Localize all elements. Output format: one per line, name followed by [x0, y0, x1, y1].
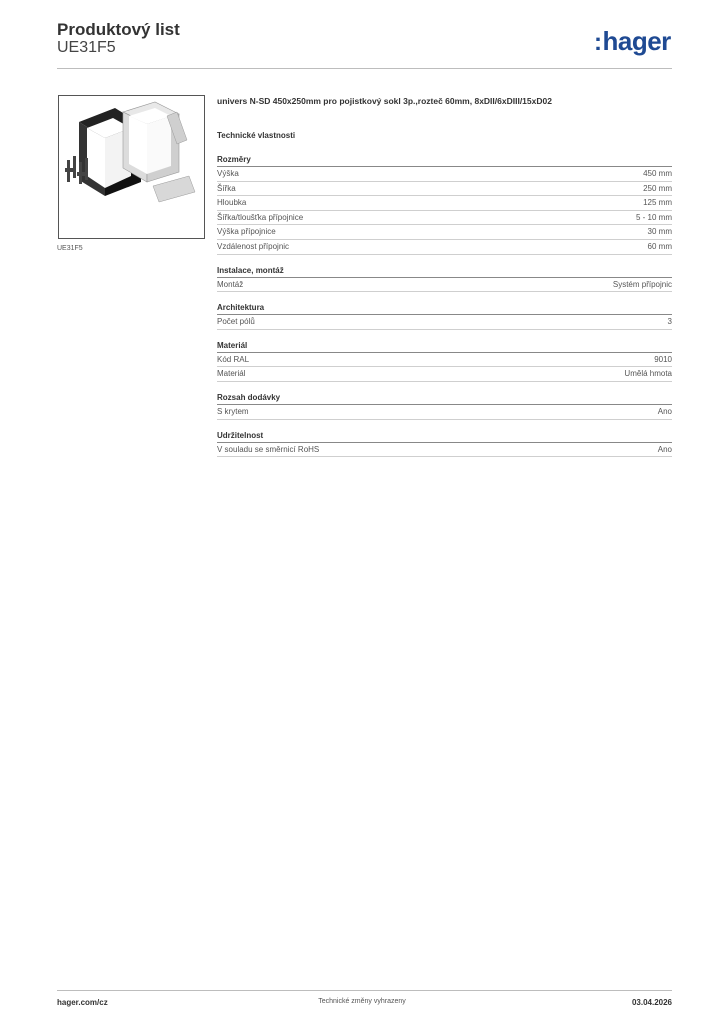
- spec-label: Vzdálenost přípojnic: [217, 241, 290, 251]
- spec-row: [217, 167, 672, 182]
- spec-value: 9010: [654, 354, 672, 364]
- spec-label: Šířka/tloušťka přípojnice: [217, 212, 304, 222]
- spec-row: [217, 240, 672, 255]
- spec-value: 125 mm: [643, 198, 672, 208]
- spec-row: [217, 196, 672, 211]
- spec-group: [217, 339, 672, 382]
- spec-group: [217, 429, 672, 458]
- spec-row: [217, 211, 672, 226]
- spec-row: [217, 182, 672, 197]
- spec-value: 3: [667, 317, 672, 327]
- spec-row: [217, 278, 672, 293]
- spec-row: [217, 315, 672, 330]
- spec-label: Materiál: [217, 369, 246, 379]
- page-title: Produktový list: [57, 20, 180, 39]
- spec-label: V souladu se směrnicí RoHS: [217, 444, 320, 454]
- product-code: UE31F5: [57, 39, 116, 56]
- spec-value: Systém přípojnic: [612, 279, 672, 289]
- spec-row: [217, 367, 672, 382]
- spec-group-title: Udržitelnost: [217, 429, 672, 443]
- spec-value: Ano: [657, 406, 672, 416]
- spec-label: Počet pólů: [217, 317, 255, 327]
- spec-value: 450 mm: [643, 169, 672, 178]
- spec-group: [217, 391, 672, 420]
- spec-value: 60 mm: [647, 241, 672, 251]
- header-divider: [57, 68, 672, 69]
- spec-group: [217, 264, 672, 293]
- spec-label: Hloubka: [217, 198, 247, 208]
- spec-row: [217, 443, 672, 458]
- spec-label: S krytem: [217, 406, 249, 416]
- spec-value: 250 mm: [643, 183, 672, 193]
- spec-group: [217, 301, 672, 330]
- logo-text: hager: [602, 26, 671, 56]
- specs-heading: Technické vlastnosti: [217, 131, 296, 140]
- spec-value: Ano: [657, 444, 672, 454]
- product-image: [58, 95, 205, 239]
- spec-value: 5 - 10 mm: [635, 212, 672, 222]
- spec-groups: [217, 153, 672, 466]
- hager-logo: :hager: [594, 26, 671, 56]
- spec-label: Kód RAL: [217, 354, 250, 364]
- spec-group-title: Materiál: [217, 339, 672, 353]
- spec-group-title: Instalace, montáž: [217, 264, 672, 278]
- spec-group-title: Rozměry: [217, 153, 672, 167]
- spec-row: [217, 405, 672, 420]
- footer-divider: [57, 990, 672, 991]
- spec-label: Šířka: [217, 183, 236, 193]
- footer-note: Technické změny vyhrazeny: [318, 998, 406, 1005]
- spec-value: 30 mm: [647, 227, 672, 237]
- spec-label: Výška: [217, 169, 239, 178]
- product-description: univers N-SD 450x250mm pro pojistkový sokl 3p.,rozteč 60mm, 8xDII/6xDIII/15xD02: [217, 96, 552, 106]
- image-caption: UE31F5: [57, 245, 83, 252]
- spec-label: Montáž: [217, 279, 244, 289]
- spec-label: Výška přípojnice: [217, 227, 276, 237]
- spec-group-title: Architektura: [217, 301, 672, 315]
- spec-row: [217, 353, 672, 368]
- spec-value: Umělá hmota: [624, 369, 672, 379]
- spec-group: [217, 153, 672, 255]
- spec-row: [217, 225, 672, 240]
- footer-date: 03.04.2026: [631, 998, 672, 1007]
- spec-group-title: Rozsah dodávky: [217, 391, 672, 405]
- footer-website-link[interactable]: hager.com/cz: [57, 998, 108, 1007]
